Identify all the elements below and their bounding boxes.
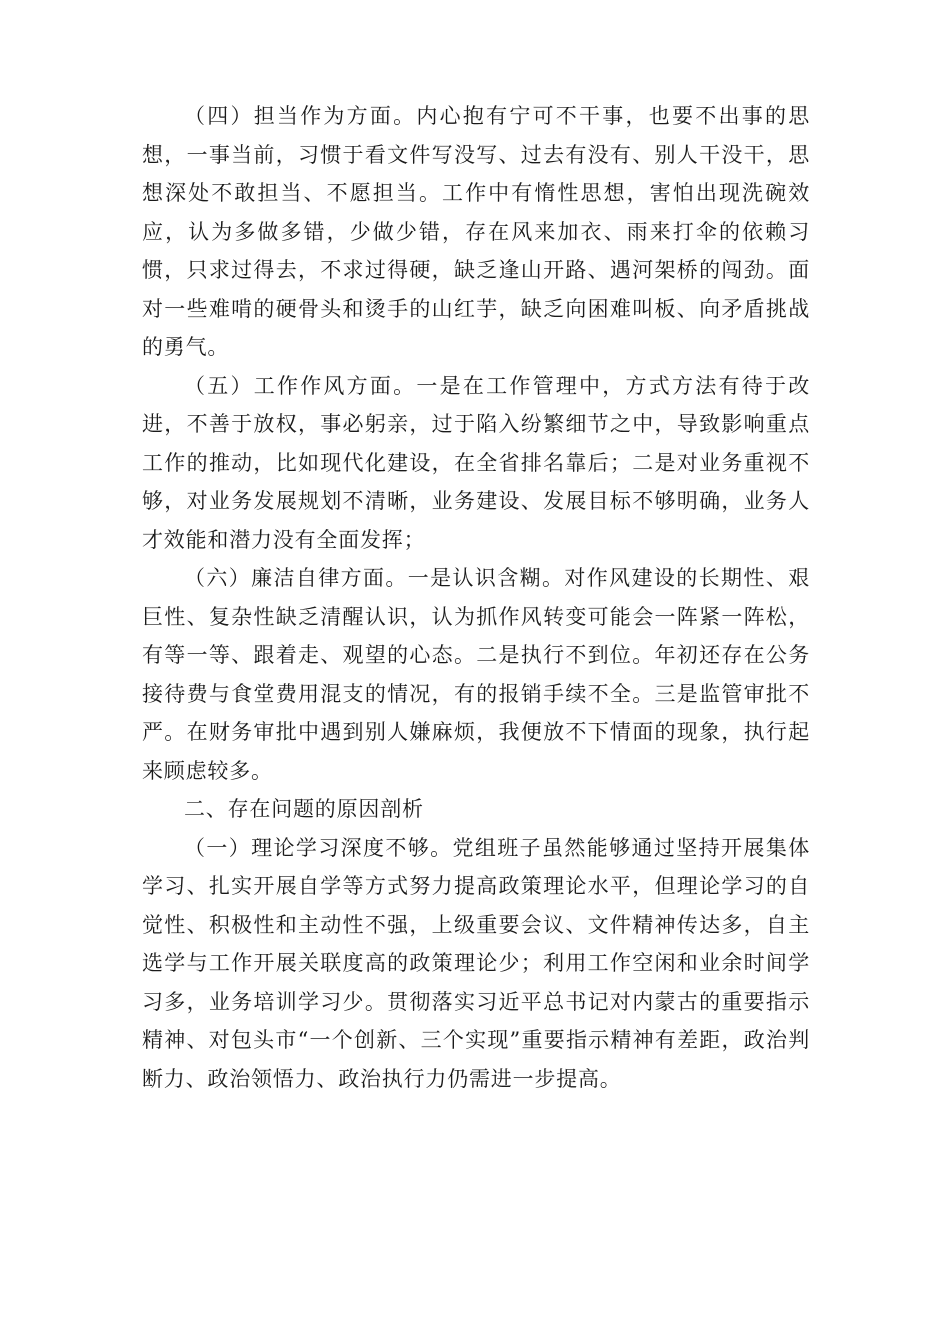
paragraph-integrity: （六）廉洁自律方面。一是认识含糊。对作风建设的长期性、艰巨性、复杂性缺乏清醒认识，认为抓作风转变可能会一阵紧一阵松，有等一等、跟着走、观望的心态。二是执行不到位。年初还存在公务接待费与食堂费用混支的情况，有的报销手续不全。三是监管审批不严。在财务审批中遇到别人嫌麻烦，我便放不下情面的现象，执行起来顾虑较多。 <box>142 566 810 783</box>
paragraph-work-style: （五）工作作风方面。一是在工作管理中，方式方法有待于改进，不善于放权，事必躬亲，过于陷入纷繁细节之中，导致影响重点工作的推动，比如现代化建设，在全省排名靠后；二是对业务重视不够，对业务发展规划不清晰，业务建设、发展目标不够明确，业务人才效能和潜力没有全面发挥； <box>142 373 810 552</box>
document-body <box>142 97 810 1098</box>
paragraph-responsibility: （四）担当作为方面。内心抱有宁可不干事，也要不出事的思想，一事当前，习惯于看文件写没写、过去有没有、别人干没干，思想深处不敢担当、不愿担当。工作中有惰性思想，害怕出现洗碗效应，认为多做多错，少做少错，存在风来加衣、雨来打伞的依赖习惯，只求过得去，不求过得硬，缺乏逢山开路、遇河架桥的闯劲。面对一些难啃的硬骨头和烫手的山红芋，缺乏向困难叫板、向矛盾挑战的勇气。 <box>142 104 810 359</box>
section-heading-cause-analysis: 二、存在问题的原因剖析 <box>184 797 424 821</box>
paragraph-theory-study: （一）理论学习深度不够。党组班子虽然能够通过坚持开展集体学习、扎实开展自学等方式努力提高政策理论水平，但理论学习的自觉性、积极性和主动性不强，上级重要会议、文件精神传达多，自主选学与工作开展关联度高的政策理论少；利用工作空闲和业余时间学习多，业务培训学习少。贯彻落实习近平总书记对内蒙古的重要指示精神、对包头市“一个创新、三个实现”重要指示精神有差距，政治判断力、政治领悟力、政治执行力仍需进一步提高。 <box>142 835 810 1091</box>
